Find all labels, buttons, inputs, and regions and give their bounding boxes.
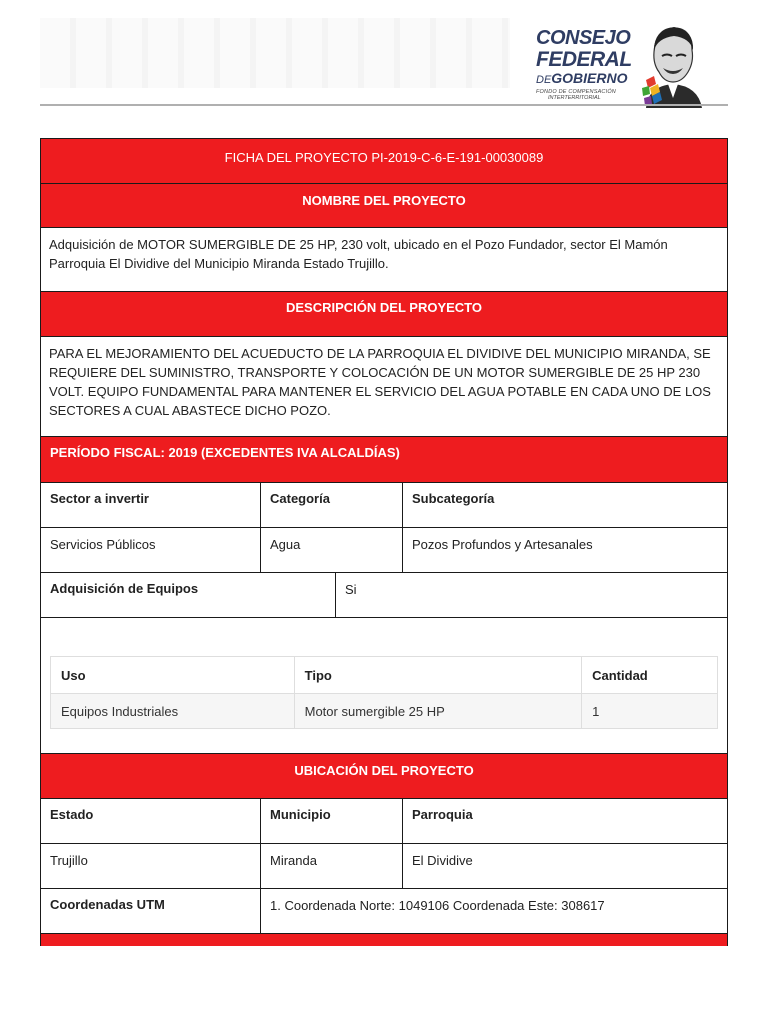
subcategoria-header: Subcategoría: [412, 491, 495, 506]
logo-wordmark: [536, 28, 656, 101]
faint-watermark-band: [40, 18, 510, 88]
nombre-text-row: [40, 227, 728, 291]
header-divider: [40, 104, 728, 106]
coordenadas-row: [40, 888, 728, 933]
equipos-table: [50, 656, 718, 729]
sector-value-cell: [41, 528, 260, 572]
ubicacion-heading: UBICACIÓN DEL PROYECTO: [294, 763, 474, 778]
logo-line-3-prefix: DE: [536, 74, 552, 86]
adquisicion-value-cell: [335, 573, 726, 617]
periodo-heading: PERÍODO FISCAL: 2019 (EXCEDENTES IVA ALCALDÍAS): [50, 445, 400, 460]
municipio-value-cell: [260, 844, 402, 888]
parroquia-value-cell: [402, 844, 726, 888]
subcategoria-value-cell: [402, 528, 726, 572]
logo-line-3-main: GOBIERNO: [551, 70, 628, 86]
coordenadas-value-cell: [260, 889, 726, 933]
sector-header: Sector a invertir: [50, 491, 149, 506]
page-header: [0, 0, 768, 110]
next-section-band: [40, 933, 728, 946]
subcategoria-header-cell: [402, 483, 726, 527]
project-sheet: [40, 138, 728, 946]
categoria-header-cell: [260, 483, 402, 527]
equipos-header-row: [51, 657, 718, 694]
parroquia-header: Parroquia: [412, 807, 473, 822]
descripcion-text-row: [40, 336, 728, 436]
estado-value: Trujillo: [50, 853, 88, 868]
ficha-title: FICHA DEL PROYECTO PI-2019-C-6-E-191-00030089: [224, 150, 544, 165]
descripcion-heading: DESCRIPCIÓN DEL PROYECTO: [286, 300, 482, 315]
municipio-header-cell: [260, 799, 402, 843]
parroquia-value: El Dividive: [412, 853, 473, 868]
sector-value: Servicios Públicos: [50, 537, 156, 552]
categoria-value-cell: [260, 528, 402, 572]
nombre-heading: NOMBRE DEL PROYECTO: [302, 193, 466, 208]
adquisicion-label-cell: [41, 573, 335, 617]
ubicacion-value-row: [40, 843, 728, 888]
descripcion-heading-row: [40, 291, 728, 336]
consejo-federal-logo: [536, 22, 706, 108]
sector-header-row: [40, 482, 728, 527]
coordenadas-value: 1. Coordenada Norte: 1049106 Coordenada Este: 308617: [270, 898, 605, 913]
tipo-header: Tipo: [294, 657, 582, 694]
periodo-row: [40, 436, 728, 482]
logo-line-2: FEDERAL: [536, 48, 632, 71]
sector-header-cell: [41, 483, 260, 527]
logo-line-4: FONDO DE COMPENSACIÓN: [536, 89, 616, 95]
coordenadas-label-cell: [41, 889, 260, 933]
portrait-icon: [640, 22, 706, 108]
estado-value-cell: [41, 844, 260, 888]
coordenadas-label: Coordenadas UTM: [50, 897, 165, 912]
municipio-value: Miranda: [270, 853, 317, 868]
equipos-block: [40, 617, 728, 753]
ubicacion-header-row: [40, 798, 728, 843]
sector-value-row: [40, 527, 728, 572]
tipo-cell: Motor sumergible 25 HP: [294, 694, 582, 729]
subcategoria-value: Pozos Profundos y Artesanales: [412, 537, 593, 552]
municipio-header: Municipio: [270, 807, 331, 822]
adquisicion-label: Adquisición de Equipos: [50, 581, 199, 596]
logo-line-1: CONSEJO: [536, 27, 631, 49]
descripcion-text: PARA EL MEJORAMIENTO DEL ACUEDUCTO DE LA PARROQUIA EL DIVIDIVE DEL MUNICIPIO MIRANDA, SE REQUIERE DEL SUMINISTRO, TRANSPORTE Y COLOCACIÓN DE UN MOTOR SUMERGIBLE DE 25 HP 230 VOLT. EQUIPO FUNDAMENTAL PARA MANTENER EL SERVICIO DEL AGUA POTABLE EN CADA UNO DE LOS SECTORES A CUAL ABASTECE DICHO POZO.: [49, 346, 711, 418]
nombre-text: Adquisición de MOTOR SUMERGIBLE DE 25 HP, 230 volt, ubicado en el Pozo Fundador, sector El Mamón Parroquia El Dividive del Municipio Miranda Estado Trujillo.: [49, 237, 668, 271]
cantidad-cell: 1: [582, 694, 718, 729]
cantidad-header: Cantidad: [582, 657, 718, 694]
estado-header-cell: [41, 799, 260, 843]
ficha-row: [40, 138, 728, 183]
parroquia-header-cell: [402, 799, 726, 843]
categoria-value: Agua: [270, 537, 301, 552]
table-row: [51, 694, 718, 729]
adquisicion-row: [40, 572, 728, 617]
ubicacion-heading-row: [40, 753, 728, 798]
logo-line-3: [536, 71, 656, 86]
uso-cell: Equipos Industriales: [51, 694, 295, 729]
uso-header: Uso: [51, 657, 295, 694]
categoria-header: Categoría: [270, 491, 330, 506]
nombre-heading-row: [40, 183, 728, 227]
adquisicion-value: Si: [345, 582, 357, 597]
estado-header: Estado: [50, 807, 94, 822]
logo-line-5: INTERTERRITORIAL: [548, 94, 601, 101]
